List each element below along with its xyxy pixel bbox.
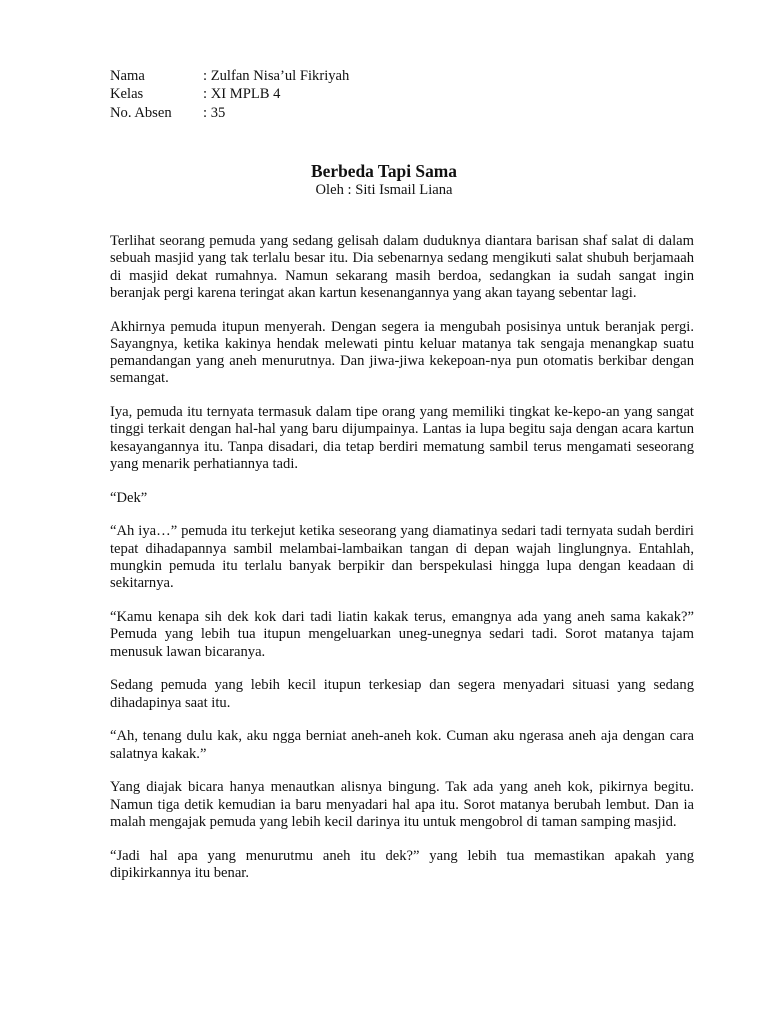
info-row-nama	[110, 67, 349, 85]
paragraph: “Kamu kenapa sih dek kok dari tadi liatin kakak terus, emangnya ada yang aneh sama kakak?” Pemuda yang lebih tua itupun mengeluarkan uneg-unegnya sedari tadi. Sorot matanya tajam menusuk lawan bicaranya.	[110, 609, 694, 660]
paragraph: Yang diajak bicara hanya menautkan alisnya bingung. Tak ada yang aneh kok, pikirnya begitu. Namun tiga detik kemudian ia baru menyadari hal apa itu. Sorot matanya berubah lembut. Dan ia malah mengajak pemuda yang lebih kecil darinya itu untuk mengobrol di taman samping masjid.	[110, 779, 694, 830]
paragraph: “Ah iya…” pemuda itu terkejut ketika seseorang yang diamatinya sedari tadi ternyata sudah berdiri tepat dihadapannya sambil melambai-lambaikan tangan di depan wajah linglungnya. Entahlah, mungkin pemuda itu terlalu banyak berpikir dan berspekulasi hingga lupa dengan keadaan di sekitarnya.	[110, 523, 694, 592]
paragraph: Iya, pemuda itu ternyata termasuk dalam tipe orang yang memiliki tingkat ke-kepo-an yang sangat tinggi terkait dengan hal-hal yang baru dijumpainya. Lantas ia lupa begitu saja dengan acara kartun kesayangannya itu. Tanpa disadari, dia tetap berdiri mematung sambil terus mengamati seseorang yang menarik perhatiannya tadi.	[110, 404, 694, 473]
info-value: : 35	[203, 104, 226, 121]
paragraph: Terlihat seorang pemuda yang sedang gelisah dalam duduknya diantara barisan shaf salat di dalam sebuah masjid yang tak terlalu besar itu. Dia sebenarnya sedang mengikuti salat shubuh berjamaah di masjid dekat rumahnya. Namun sekarang masih berdoa, sedangkan ia sudah sangat ingin beranjak pergi karena teringat akan kartun kesenangannya yang akan tayang sebentar lagi.	[110, 233, 694, 301]
paragraph: Akhirnya pemuda itupun menyerah. Dengan segera ia mengubah posisinya untuk beranjak pergi. Sayangnya, ketika kakinya hendak melewati pintu keluar matanya tak sengaja menangkap suatu pemandangan yang aneh menurutnya. Dan jiwa-jiwa kekepoan-nya pun otomatis berkibar dengan semangat.	[110, 318, 694, 387]
paragraph: “Ah, tenang dulu kak, aku ngga berniat aneh-aneh kok. Cuman aku ngerasa aneh aja dengan cara salatnya kakak.”	[110, 728, 694, 762]
info-label: No. Absen	[110, 104, 172, 121]
paragraph: “Jadi hal apa yang menurutmu aneh itu dek?” yang lebih tua memastikan apakah yang dipikirkannya itu benar.	[110, 847, 694, 881]
story-author: Oleh : Siti Ismail Liana	[315, 182, 453, 198]
student-info	[110, 67, 349, 122]
info-label: Nama	[110, 68, 145, 84]
story-title: Berbeda Tapi Sama	[311, 161, 457, 181]
info-value: : XI MPLB 4	[203, 86, 281, 103]
paragraph: Sedang pemuda yang lebih kecil itupun terkesiap dan segera menyadari situasi yang sedang dihadapinya saat itu.	[110, 677, 694, 711]
info-row-absen	[110, 104, 349, 122]
info-label: Kelas	[110, 86, 144, 103]
info-value: : Zulfan Nisa’ul Fikriyah	[203, 68, 350, 84]
story-body	[110, 233, 694, 899]
info-row-kelas	[110, 85, 349, 103]
paragraph: “Dek”	[110, 489, 148, 506]
